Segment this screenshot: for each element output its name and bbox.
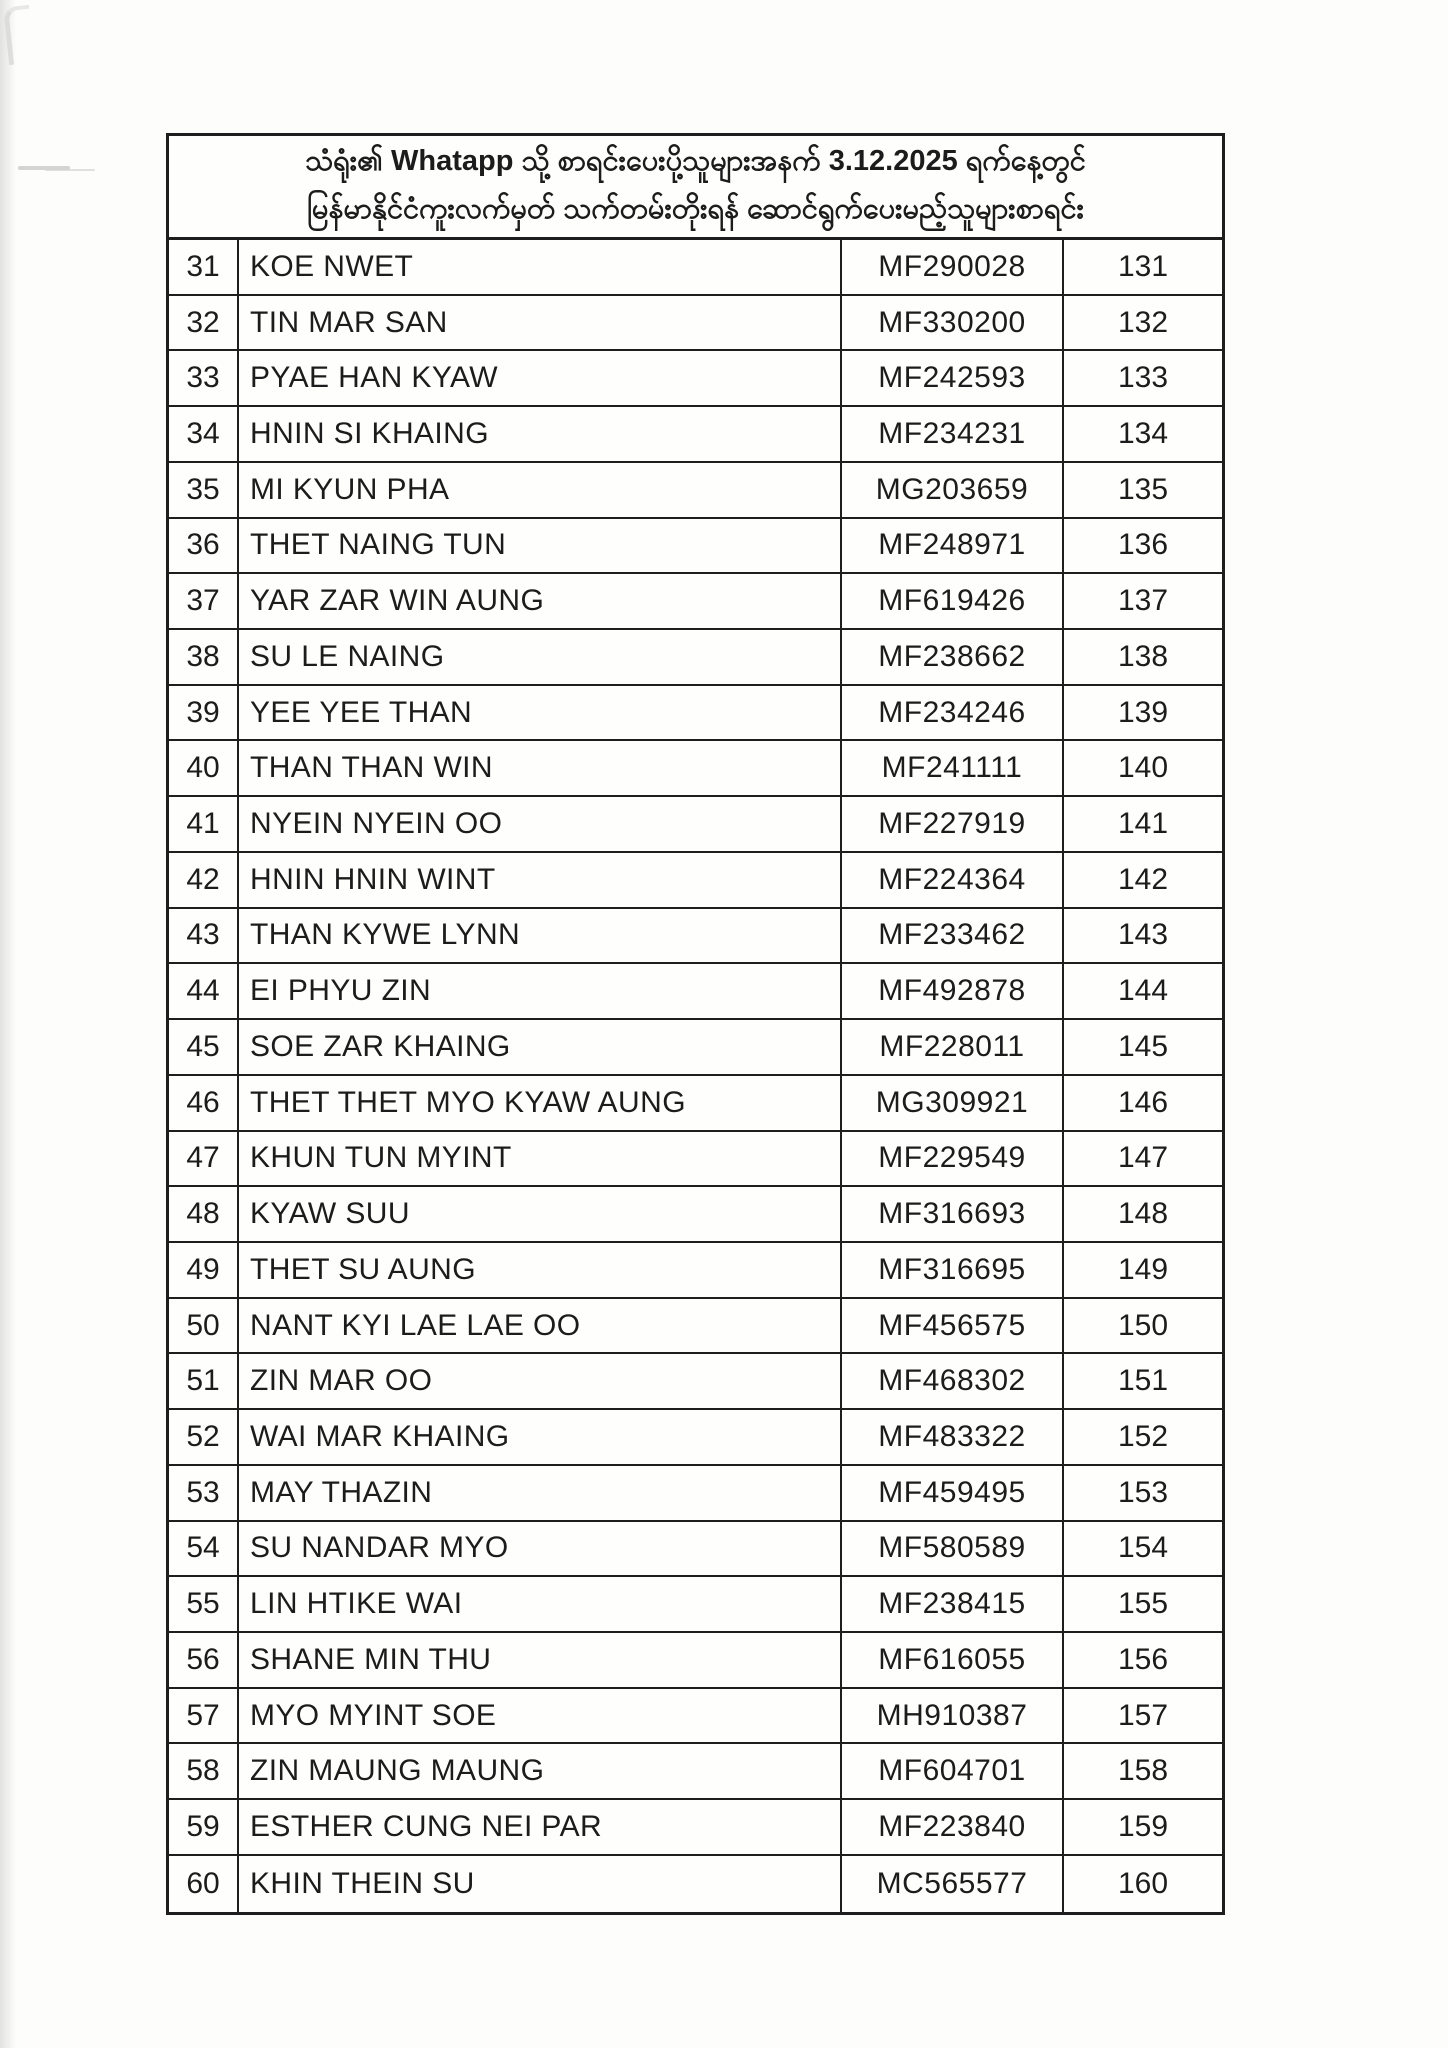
row-number-cell: 35 (169, 463, 239, 517)
row-number-cell: 46 (169, 1076, 239, 1130)
name-cell: ESTHER CUNG NEI PAR (239, 1800, 842, 1854)
table-row (169, 463, 1222, 519)
serial-number-cell: 132 (1117, 305, 1169, 339)
table-row (169, 1689, 1222, 1745)
serial-number-cell: 145 (1117, 1029, 1169, 1063)
row-number-cell: 40 (169, 741, 239, 795)
passport-number-cell: MC565577 (842, 1856, 1064, 1912)
name-cell: LIN HTIKE WAI (239, 1577, 842, 1631)
serial-number-cell: 143 (1117, 918, 1169, 952)
passport-number-cell: MF604701 (842, 1744, 1064, 1798)
row-number-cell: 42 (169, 853, 239, 907)
row-number-cell: 57 (169, 1689, 239, 1743)
row-number-cell: 39 (169, 686, 239, 740)
name-cell: NANT KYI LAE LAE OO (239, 1299, 842, 1353)
name-cell: MYO MYINT SOE (239, 1689, 842, 1743)
passport-number-cell: MF483322 (842, 1410, 1064, 1464)
name-cell: SU NANDAR MYO (239, 1522, 842, 1576)
row-number-cell: 41 (169, 797, 239, 851)
serial-number-cell: 150 (1117, 1308, 1169, 1342)
name-cell: KHUN TUN MYINT (239, 1132, 842, 1186)
table-row (169, 296, 1222, 352)
row-number-cell: 59 (169, 1800, 239, 1854)
passport-number-cell: MF492878 (842, 964, 1064, 1018)
serial-number-cell: 139 (1117, 695, 1169, 729)
serial-number-cell: 147 (1117, 1141, 1169, 1175)
row-number-cell: 48 (169, 1187, 239, 1241)
table-row (169, 519, 1222, 575)
name-cell: EI PHYU ZIN (239, 964, 842, 1018)
name-cell: KHIN THEIN SU (239, 1856, 842, 1912)
name-cell: THAN KYWE LYNN (239, 909, 842, 963)
serial-number-cell: 157 (1117, 1698, 1169, 1732)
table-row (169, 574, 1222, 630)
table-row (169, 1076, 1222, 1132)
serial-number-cell: 137 (1117, 584, 1169, 618)
passport-number-cell: MF227919 (842, 797, 1064, 851)
row-number-cell: 32 (169, 296, 239, 350)
row-number-cell: 55 (169, 1577, 239, 1631)
passport-number-cell: MF228011 (842, 1020, 1064, 1074)
serial-number-cell: 134 (1117, 417, 1169, 451)
passport-number-cell: MF242593 (842, 351, 1064, 405)
serial-number-cell: 155 (1117, 1587, 1169, 1621)
serial-number-cell: 133 (1117, 361, 1169, 395)
row-number-cell: 31 (169, 240, 239, 294)
row-number-cell: 33 (169, 351, 239, 405)
name-cell: ZIN MAR OO (239, 1354, 842, 1408)
name-cell: THET THET MYO KYAW AUNG (239, 1076, 842, 1130)
serial-number-cell: 138 (1117, 639, 1169, 673)
serial-number-cell: 156 (1117, 1642, 1169, 1676)
table-row (169, 797, 1222, 853)
name-cell: ZIN MAUNG MAUNG (239, 1744, 842, 1798)
passport-number-cell: MG203659 (842, 463, 1064, 517)
table-row (169, 407, 1222, 463)
table-row (169, 964, 1222, 1020)
row-number-cell: 58 (169, 1744, 239, 1798)
name-cell: YEE YEE THAN (239, 686, 842, 740)
row-number-cell: 34 (169, 407, 239, 461)
serial-number-cell: 154 (1117, 1531, 1169, 1565)
serial-number-cell: 136 (1117, 528, 1169, 562)
passport-number-cell: MF456575 (842, 1299, 1064, 1353)
passport-number-cell: MF238415 (842, 1577, 1064, 1631)
passport-number-cell: MF238662 (842, 630, 1064, 684)
table-body (169, 240, 1222, 1912)
table-row (169, 1856, 1222, 1912)
name-cell: SOE ZAR KHAING (239, 1020, 842, 1074)
row-number-cell: 47 (169, 1132, 239, 1186)
name-cell: KYAW SUU (239, 1187, 842, 1241)
row-number-cell: 45 (169, 1020, 239, 1074)
table-row (169, 1410, 1222, 1466)
serial-number-cell: 151 (1117, 1364, 1169, 1398)
table-row (169, 909, 1222, 965)
passport-number-cell: MF229549 (842, 1132, 1064, 1186)
serial-number-cell: 158 (1117, 1754, 1169, 1788)
serial-number-cell: 159 (1117, 1809, 1169, 1843)
name-cell: WAI MAR KHAING (239, 1410, 842, 1464)
name-cell: MAY THAZIN (239, 1466, 842, 1520)
passport-number-cell: MF224364 (842, 853, 1064, 907)
row-number-cell: 43 (169, 909, 239, 963)
name-cell: THET SU AUNG (239, 1243, 842, 1297)
passport-number-cell: MF234246 (842, 686, 1064, 740)
serial-number-cell: 148 (1117, 1197, 1169, 1231)
header-line-1: သံရုံး၏ Whatapp သို့ စာရင်းပေးပို့သူများအနက် 3.12.2025 ရက်နေ့တွင် (305, 144, 1086, 177)
passport-number-cell: MF330200 (842, 296, 1064, 350)
row-number-cell: 37 (169, 574, 239, 628)
passport-number-cell: MF316693 (842, 1187, 1064, 1241)
table-row (169, 1577, 1222, 1633)
table-row (169, 1800, 1222, 1856)
serial-number-cell: 135 (1117, 472, 1169, 506)
name-cell: HNIN SI KHAING (239, 407, 842, 461)
passport-number-cell: MF223840 (842, 1800, 1064, 1854)
header-line-2: မြန်မာနိုင်ငံကူးလက်မှတ် သက်တမ်းတိုးရန် ဆောင်ရွက်ပေးမည့်သူများစာရင်း (307, 192, 1084, 225)
table-row (169, 1020, 1222, 1076)
serial-number-cell: 141 (1117, 807, 1169, 841)
name-cell: MI KYUN PHA (239, 463, 842, 517)
name-cell: SU LE NAING (239, 630, 842, 684)
serial-number-cell: 142 (1117, 862, 1169, 896)
table-row (169, 630, 1222, 686)
table-row (169, 1187, 1222, 1243)
row-number-cell: 53 (169, 1466, 239, 1520)
passport-number-cell: MF290028 (842, 240, 1064, 294)
serial-number-cell: 140 (1117, 751, 1169, 785)
row-number-cell: 44 (169, 964, 239, 1018)
row-number-cell: 50 (169, 1299, 239, 1353)
table-row (169, 686, 1222, 742)
scan-margin-mark-left (18, 166, 70, 170)
table-row (169, 1299, 1222, 1355)
passport-number-cell: MF459495 (842, 1466, 1064, 1520)
name-cell: THAN THAN WIN (239, 741, 842, 795)
serial-number-cell: 144 (1117, 974, 1169, 1008)
name-cell: SHANE MIN THU (239, 1633, 842, 1687)
passport-number-cell: MF580589 (842, 1522, 1064, 1576)
passport-number-cell: MF248971 (842, 519, 1064, 573)
serial-number-cell: 152 (1117, 1419, 1169, 1453)
name-cell: KOE NWET (239, 240, 842, 294)
serial-number-cell: 146 (1117, 1085, 1169, 1119)
table-row (169, 1132, 1222, 1188)
table-header (169, 136, 1222, 240)
passport-number-cell: MF233462 (842, 909, 1064, 963)
passport-number-cell: MF316695 (842, 1243, 1064, 1297)
serial-number-cell: 131 (1117, 249, 1169, 283)
row-number-cell: 52 (169, 1410, 239, 1464)
scan-corner-smudge (3, 5, 35, 65)
scan-edge-shadow (0, 0, 16, 2048)
name-cell: YAR ZAR WIN AUNG (239, 574, 842, 628)
name-cell: PYAE HAN KYAW (239, 351, 842, 405)
serial-number-cell: 149 (1117, 1252, 1169, 1286)
name-cell: NYEIN NYEIN OO (239, 797, 842, 851)
row-number-cell: 38 (169, 630, 239, 684)
table-row (169, 1744, 1222, 1800)
row-number-cell: 56 (169, 1633, 239, 1687)
table-row (169, 1466, 1222, 1522)
table-row (169, 240, 1222, 296)
passport-number-cell: MF241111 (842, 741, 1064, 795)
passport-number-cell: MF468302 (842, 1354, 1064, 1408)
row-number-cell: 49 (169, 1243, 239, 1297)
row-number-cell: 60 (169, 1856, 239, 1912)
table-row (169, 1633, 1222, 1689)
row-number-cell: 51 (169, 1354, 239, 1408)
passport-renewal-list-table (166, 133, 1225, 1915)
passport-number-cell: MF619426 (842, 574, 1064, 628)
serial-number-cell: 160 (1117, 1866, 1169, 1900)
table-row (169, 1354, 1222, 1410)
passport-number-cell: MH910387 (842, 1689, 1064, 1743)
table-row (169, 1243, 1222, 1299)
name-cell: THET NAING TUN (239, 519, 842, 573)
serial-number-cell: 153 (1117, 1475, 1169, 1509)
passport-number-cell: MF234231 (842, 407, 1064, 461)
table-row (169, 741, 1222, 797)
name-cell: HNIN HNIN WINT (239, 853, 842, 907)
table-row (169, 351, 1222, 407)
passport-number-cell: MG309921 (842, 1076, 1064, 1130)
row-number-cell: 36 (169, 519, 239, 573)
name-cell: TIN MAR SAN (239, 296, 842, 350)
table-row (169, 853, 1222, 909)
table-row (169, 1522, 1222, 1578)
passport-number-cell: MF616055 (842, 1633, 1064, 1687)
row-number-cell: 54 (169, 1522, 239, 1576)
